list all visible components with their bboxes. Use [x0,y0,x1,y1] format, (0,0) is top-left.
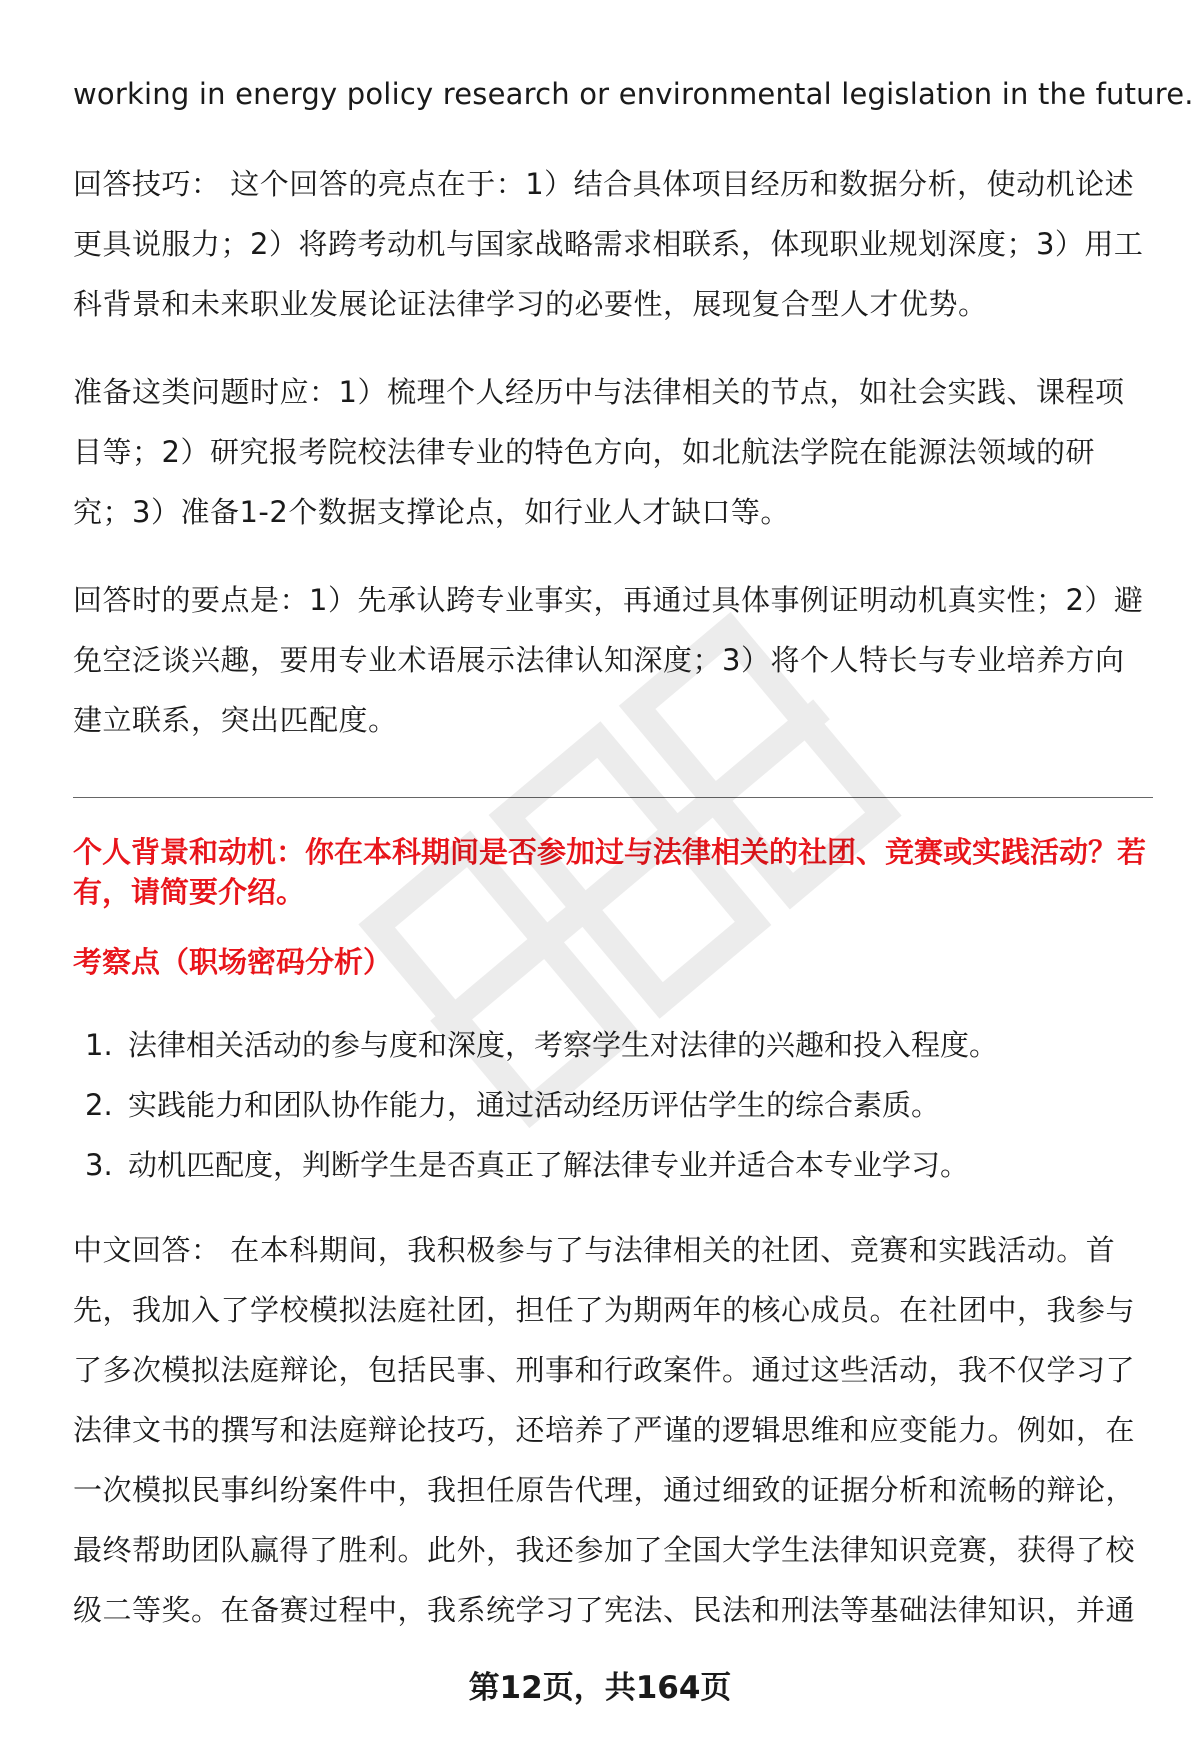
page-number-footer: 第12页，共164页 [468,1670,732,1706]
assessment-subheading: 考察点（职场密码分析） [73,945,393,979]
english-paragraph-tail: working in energy policy research or environmental legislation in the future. [73,77,1194,111]
key-points-paragraph: 回答时的要点是：1）先承认跨专业事实，再通过具体事例证明动机真实性；2）避免空泛谈兴趣，要用专业术语展示法律认知深度；3）将个人特长与专业培养方向建立联系，突出匹配度。 [73,583,1144,737]
list-item-text: 实践能力和团队协作能力，通过活动经历评估学生的综合素质。 [128,1088,941,1122]
list-number: 1. [85,1028,113,1062]
chinese-answer-paragraph: 中文回答： 在本科期间，我积极参与了与法律相关的社团、竞赛和实践活动。首先，我加入了学校模拟法庭社团，担任了为期两年的核心成员。在社团中，我参与了多次模拟法庭辩论，包括民事、刑事和行政案件。通过这些活动，我不仅学习了法律文书的撰写和法庭辩论技巧，还培养了严谨的逻辑思维和应变能力。例如，在一次模拟民事纠纷案件中，我担任原告代理，通过细致的证据分析和流畅的辩论，最终帮助团队赢得了胜利。此外，我还参加了全国大学生法律知识竞赛，获得了校级二等奖。在备赛过程中，我系统学习了宪法、民法和刑法等基础法律知识，并通 [73,1233,1136,1627]
list-number: 2. [85,1088,113,1122]
preparation-paragraph: 准备这类问题时应：1）梳理个人经历中与法律相关的节点，如社会实践、课程项目等；2）研究报考院校法律专业的特色方向，如北航法学院在能源法领域的研究；3）准备1-2个数据支撑论点，如行业人才缺口等。 [73,375,1125,529]
question-heading: 个人背景和动机：你在本科期间是否参加过与法律相关的社团、竞赛或实践活动？若有，请简要介绍。 [73,835,1147,909]
list-number: 3. [85,1148,113,1182]
list-item-text: 法律相关活动的参与度和深度，考察学生对法律的兴趣和投入程度。 [128,1028,999,1062]
assessment-points-list [73,1015,1153,1195]
list-item [73,1135,1153,1195]
list-item [73,1015,1153,1075]
answer-tip-paragraph: 回答技巧： 这个回答的亮点在于：1）结合具体项目经历和数据分析，使动机论述更具说服力；2）将跨考动机与国家战略需求相联系，体现职业规划深度；3）用工科背景和未来职业发展论证法律学习的必要性，展现复合型人才优势。 [73,167,1144,321]
list-item-text: 动机匹配度，判断学生是否真正了解法律专业并适合本专业学习。 [128,1148,970,1182]
list-item [73,1075,1153,1135]
section-divider [73,797,1153,798]
